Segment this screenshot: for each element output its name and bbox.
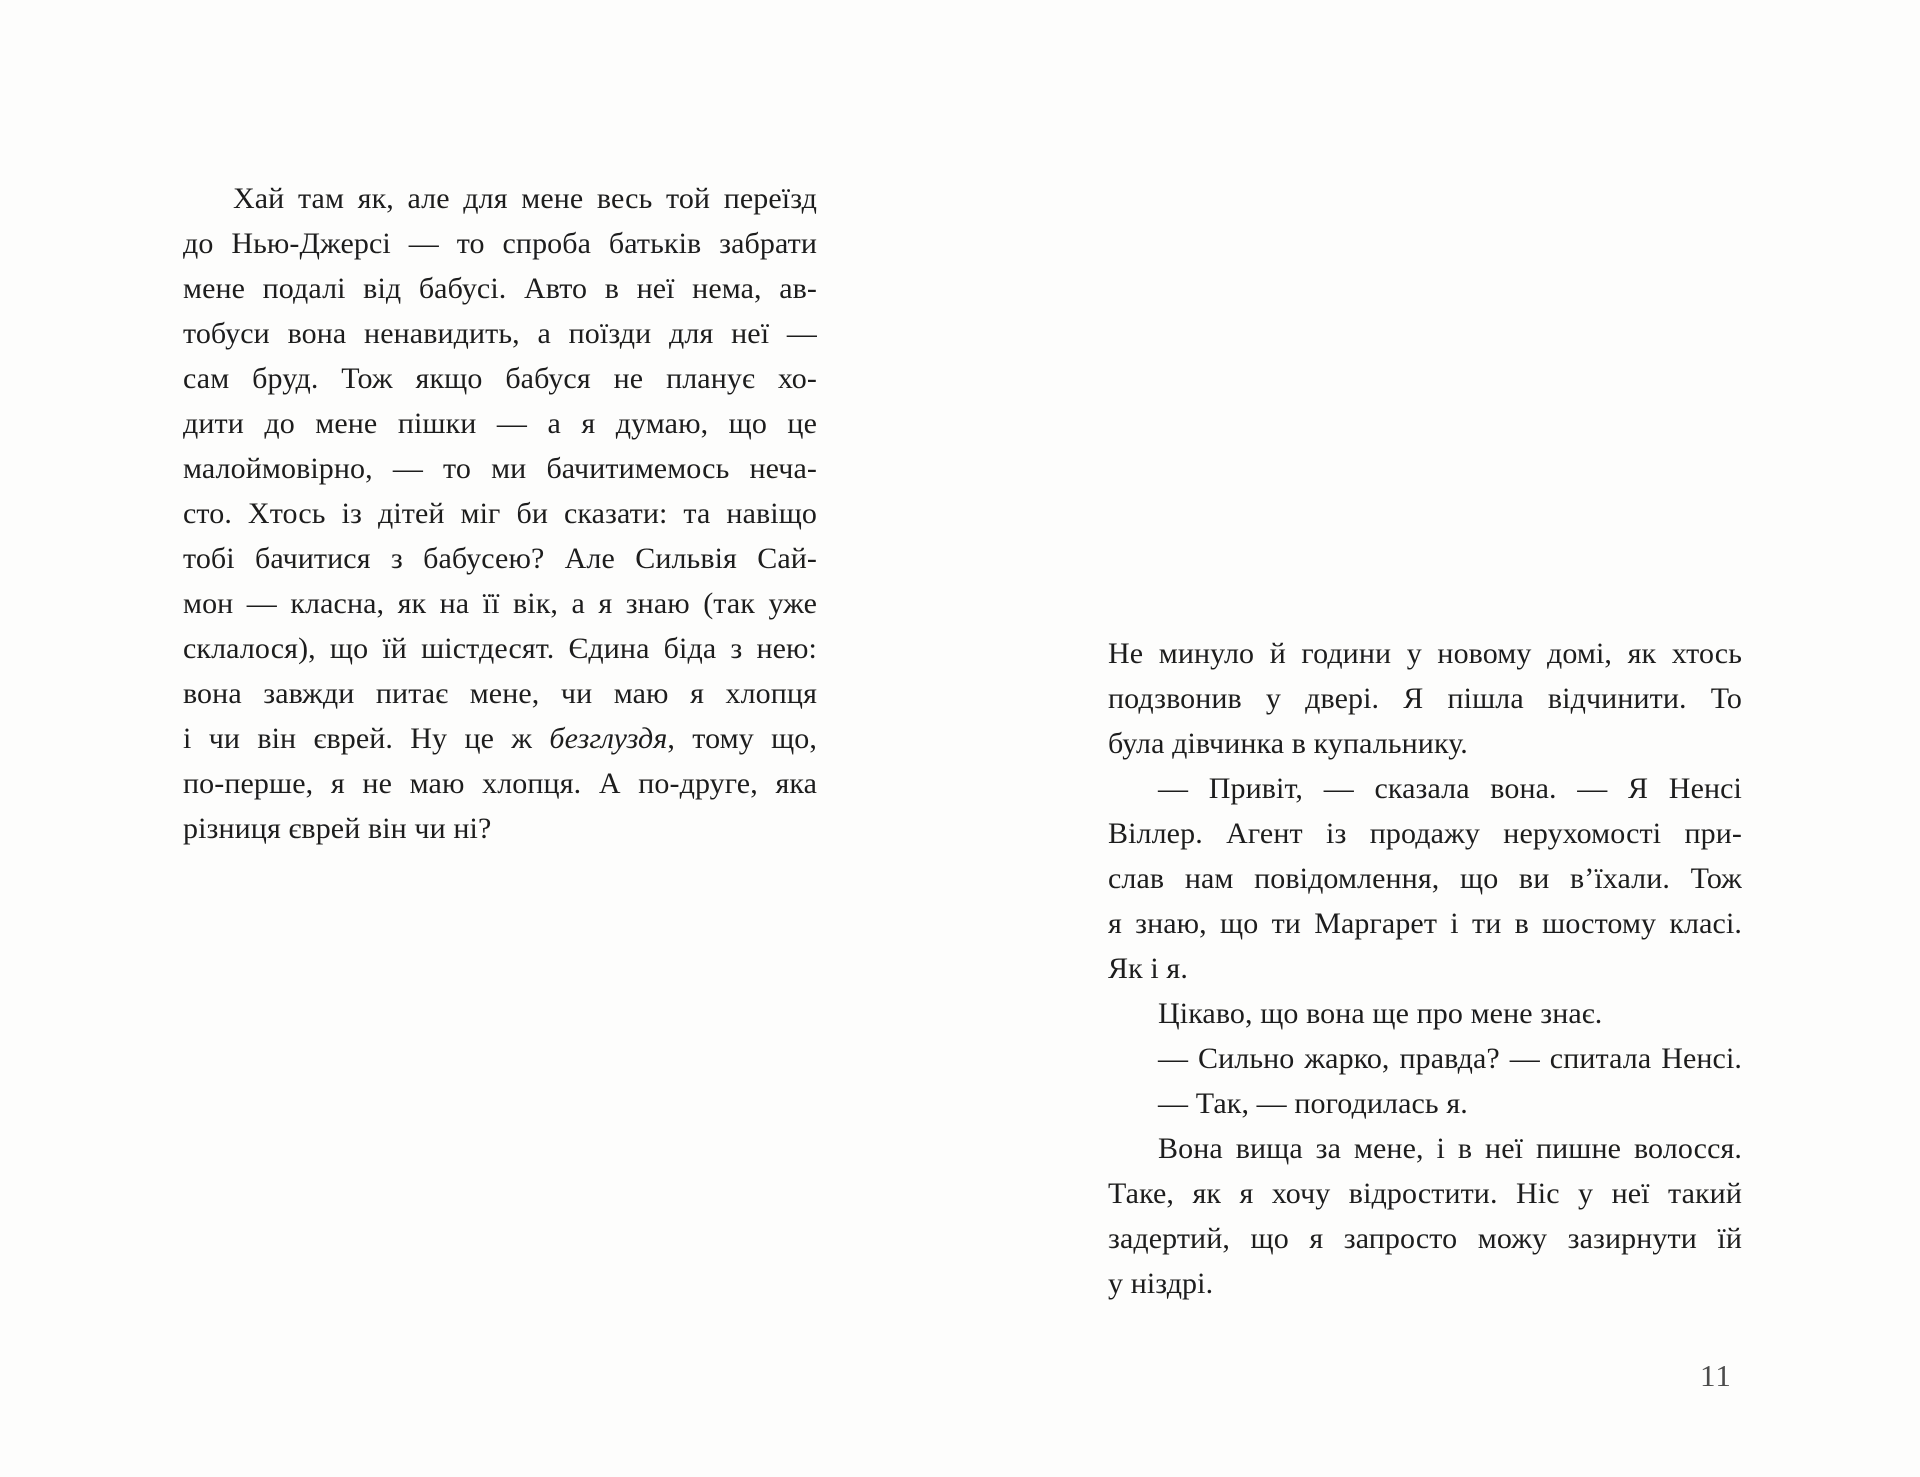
text-line: мене подалі від бабусі. Авто в неї нема, ав- <box>183 272 817 305</box>
text-line: тобі бачитися з бабусею? Але Сильвія Сай- <box>183 542 817 575</box>
text-line: склалося), що їй шістдесят. Єдина біда з нею: <box>183 632 817 665</box>
text-line: у ніздрі. <box>1108 1267 1214 1300</box>
text-line: мон — класна, як на її вік, а я знаю (так уже <box>183 587 817 620</box>
text-line: Цікаво, що вона ще про мене знає. <box>1158 997 1603 1030</box>
text-line-with-italic <box>183 716 817 761</box>
text-line: слав нам повідомлення, що ви в’їхали. Тож <box>1108 862 1742 895</box>
text-line: малоймовірно, — то ми бачитимемось неча- <box>183 452 817 485</box>
right-page-text-block <box>1108 631 1742 1306</box>
text-line: до Нью-Джерсі — то спроба батьків забрати <box>183 227 817 260</box>
text-line: — Сильно жарко, правда? — спитала Ненсі. <box>1158 1042 1742 1075</box>
text-line: подзвонив у двері. Я пішла відчинити. То <box>1108 682 1742 715</box>
text-line: Як і я. <box>1108 952 1188 985</box>
text-line: різниця єврей він чи ні? <box>183 812 492 845</box>
text-line: — Привіт, — сказала вона. — Я Ненсі <box>1158 772 1742 805</box>
text-segment: , тому що, <box>667 722 817 755</box>
text-line: вона завжди питає мене, чи маю я хлопця <box>183 677 817 710</box>
page-number: 11 <box>1700 1358 1732 1393</box>
text-line: Не минуло й години у новому домі, як хтось <box>1108 637 1742 670</box>
text-line: тобуси вона ненавидить, а поїзди для неї — <box>183 317 817 350</box>
text-line: — Так, — погодилась я. <box>1158 1087 1468 1120</box>
text-line: Вона вища за мене, і в неї пишне волосся. <box>1158 1132 1742 1165</box>
text-line: була дівчинка в купальнику. <box>1108 727 1468 760</box>
text-segment: і чи він єврей. Ну це ж <box>183 722 550 755</box>
text-line: задертий, що я запросто можу зазирнути їй <box>1108 1222 1742 1255</box>
text-line: сам бруд. Тож якщо бабуся не планує хо- <box>183 362 817 395</box>
text-line: Віллер. Агент із продажу нерухомості при- <box>1108 817 1742 850</box>
text-line: Таке, як я хочу відростити. Ніс у неї такий <box>1108 1177 1742 1210</box>
text-line: дити до мене пішки — а я думаю, що це <box>183 407 817 440</box>
text-line: я знаю, що ти Маргарет і ти в шостому класі. <box>1108 907 1742 940</box>
text-line: Хай там як, але для мене весь той переїзд <box>233 182 817 215</box>
text-line: по-перше, я не маю хлопця. А по-друге, яка <box>183 767 817 800</box>
left-page-text-block <box>183 176 817 851</box>
text-line: сто. Хтось із дітей міг би сказати: та навіщо <box>183 497 817 530</box>
italic-text-segment: безглуздя <box>549 722 668 755</box>
